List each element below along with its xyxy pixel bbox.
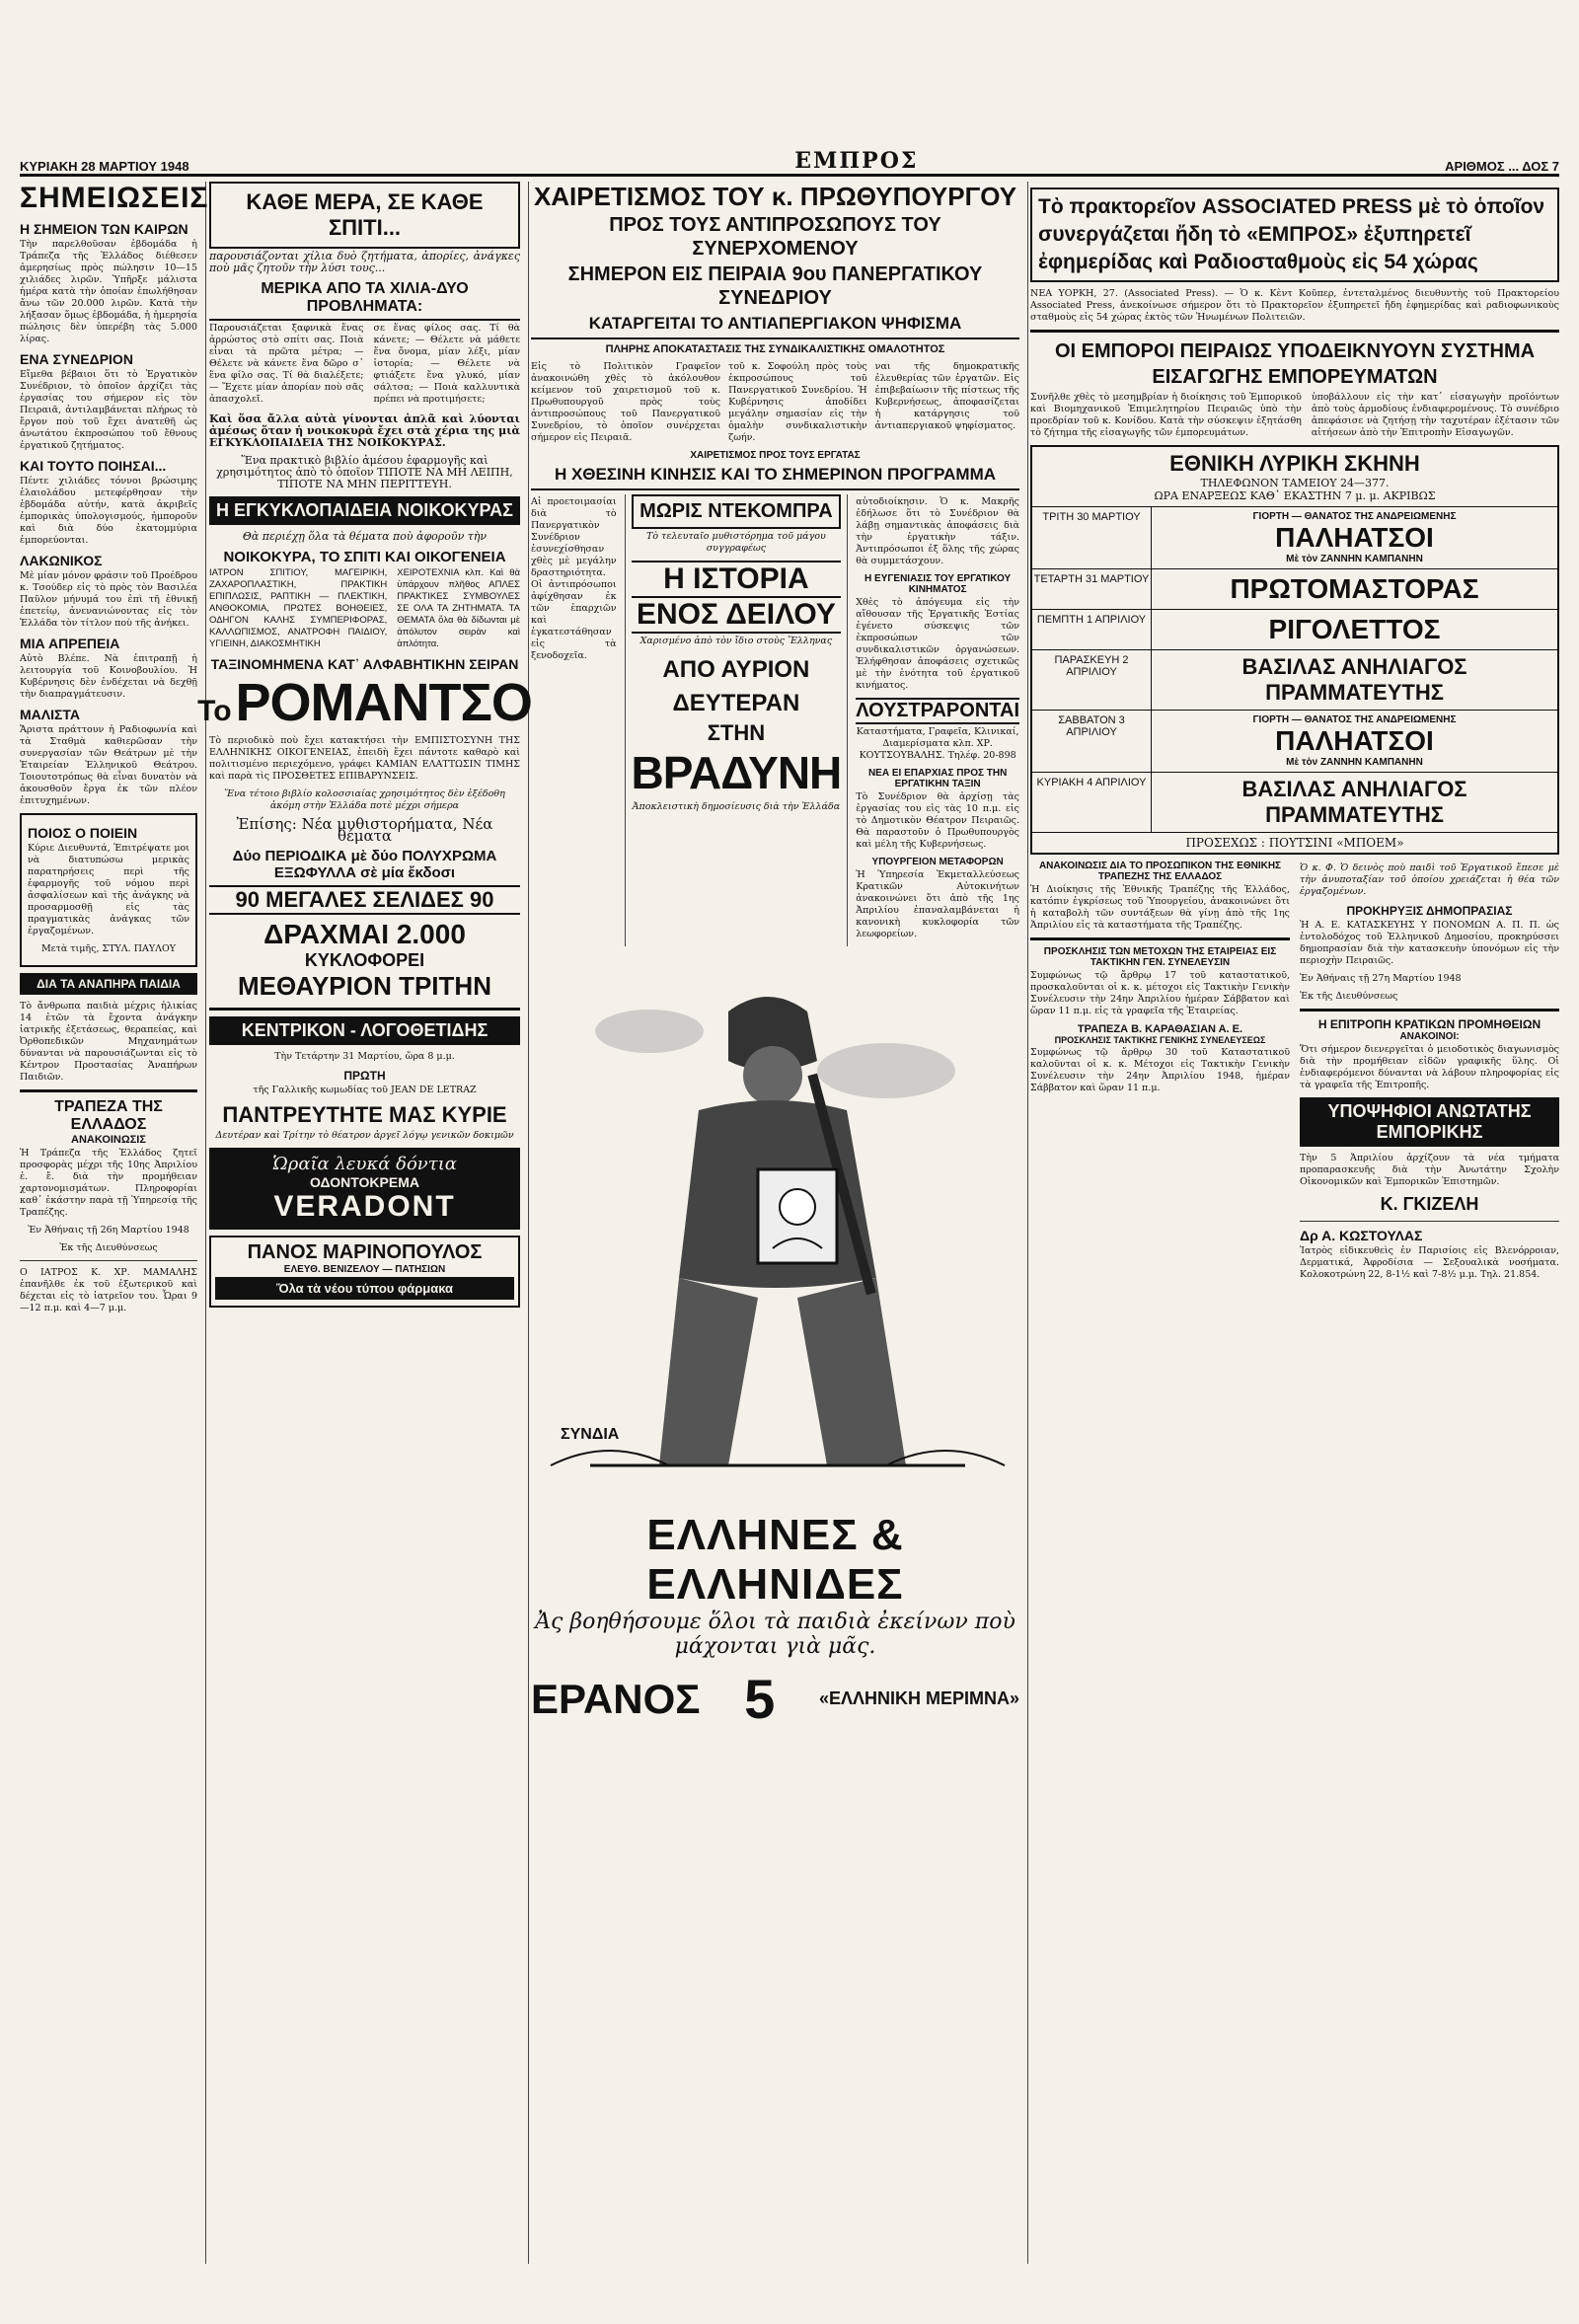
pharmacy-name: ΠΑΝΟΣ ΜΑΡΙΝΟΠΟΥΛΟΣ [247,1241,483,1263]
theatre-row-5 [1032,710,1557,772]
main-sub-3: ΚΑΤΑΡΓΕΙΤΑΙ ΤΟ ΑΝΤΙΑΠΕΡΓΙΑΚΟΝ ΨΗΦΙΣΜΑ [531,314,1019,339]
theatre-play-5: ΠΑΛΗΑΤΣΟΙ [1275,725,1434,756]
veradont-brand: VERADONT [273,1190,456,1223]
lead-col-c: ναι τῆς δημοκρατικῆς ἐλευθερίας τῶν ἐργατῶν. Εἰς ἐπιβεβαίωσιν τῆς πίστεως τῆς Κυβερνήσεως, ἀποφασίζεται ἡ κατάργησις τοῦ ἀντιαπεργιακοῦ ψηφίσματος. [874,361,1019,431]
novel-from: ΑΠΟ ΑΥΡΙΟΝ ΔΕΥΤΕΡΑΝ [662,656,810,716]
column-notes [20,182,209,2264]
disabled-children-body: Τὸ ἄνθρωπα παιδιὰ μέχρις ἡλικίας 14 ἐτῶν τὰ ἔχοντα ἀνάγκην ἰατρικῆς ἐξετάσεως, θεραπείας, καὶ Ὀρθοπεδικῶν Μηχανημάτων δύνανται νὰ παρουσιάζωνται εἰς τὸ Κέντρον Προστασίας Ἀναπήρων Παιδιῶν. [20,1001,197,1083]
theatre-play-3: ΡΙΓΟΛΕΤΤΟΣ [1268,614,1441,644]
transport-body: Ἡ Ὑπηρεσία Ἐκμεταλλεύσεως Κρατικῶν Αὐτοκινήτων ἀνακοινώνει ὅτι ἀπὸ τῆς 1ης Ἀπριλίου ἐπαναλαμβάνεται ἡ κανονικὴ κυκλοφορία τῶν λεωφορείων. [856,869,1019,939]
letter-sign: Μετὰ τιμῆς, ΣΤΥΛ. ΠΑΥΛΟΥ [40,943,177,954]
issue-date: ΚΥΡΙΑΚΗ 28 ΜΑΡΤΙΟΥ 1948 [20,159,189,174]
quote-body: Ὁ κ. Φ. Ὁ δεινὸς ποὺ παιδὶ τοῦ Ἐργατικοῦ ἔπεσε μὲ τὴν ἀνυποταξίαν τοῦ ὁποίου χρειάζεται ἡ θέα τῶν ἐργαζομένων. [1300,862,1559,897]
notes-body-4: Μὲ μίαν μόνον φράσιν τοῦ Προέδρου κ. Τσούδερ εἰς τὸ πρὸς τὸν Βασιλέα Παῦλον μήνυμά του ἐπὶ τῆ ἐθνικῇ ἐπετείῳ, ἀνενανιώνοντας εἰς τὸν Ἑλλάδα τὸν τίτλον ποὺ τῆς ἀνήκει. [20,570,197,629]
notes-heading-6: ΜΑΛΙΣΤΑ [20,707,81,722]
ap-title: Τὸ πρακτορεῖον ASSOCIATED PRESS μὲ τὸ ὁποῖον συνεργάζεται ἤδη τὸ «ΕΜΠΡΟΣ» ἐξυπηρετεῖ ἐφημερίδας καὶ Ραδιοσταθμοὺς εἰς 54 χώρας [1038,195,1545,273]
pensions-heading: ΑΝΑΚΟΙΝΩΣΙΣ ΔΙΑ ΤΟ ΠΡΟΣΩΠΙΚΟΝ ΤΗΣ ΕΘΝΙΚΗΣ ΤΡΑΠΕΖΗΣ ΤΗΣ ΕΛΛΑΔΟΣ [1038,861,1282,882]
cinema-play: ΠΑΝΤΡΕΥΤΗΤΕ ΜΑΣ ΚΥΡΙΕ [222,1102,507,1127]
tender-heading: ΠΡΟΚΗΡΥΞΙΣ ΔΗΜΟΠΡΑΣΙΑΣ [1346,904,1513,918]
novel-in: ΣΤΗΝ [707,720,766,745]
pharmacy-tagline: Ὅλα τὰ νέου τύπου φάρμακα [215,1277,514,1300]
notes-heading-1: Η ΣΗΜΕΙΟΝ ΤΩΝ ΚΑΙΡΩΝ [20,221,188,237]
notes-body-1: Τὴν παρελθοῦσαν ἑβδομάδα ἡ Τράπεζα τῆς Ἑλλάδος διέθεσεν ἁμερησίως πρὸς πώλησιν 10—15 χιλιάδες λιρῶν. Ὑπῆρξε μάλιστα ἡμέρα κατὰ τὴν ὁποίαν ἐπωλήθησαν ἄνω τῶν 20.000 λιρῶν. Κατὰ τὴν λήξασαν ὅμως ἑβδομάδα, ἡ ἡμερησία πώλησις δὲν ὑπερέβη τὰς 5.000 λίρας. [20,239,197,344]
pages-line: 90 ΜΕΓΑΛΕΣ ΣΕΛΙΔΕΣ 90 [209,885,520,915]
lead-col-b: τοῦ κ. Σοφούλη πρὸς τοὺς ἐκπροσώπους τοῦ Πανεργατικοῦ Συνεδρίου. Ἡ Κυβέρνησις ἀποδίδει μεγάλην σημασίαν εἰς τὴν ὁμαλὴν συνδικαλιστικὴν ζωήν. [728,361,867,443]
importers-title: ΟΙ ΕΜΠΟΡΟΙ ΠΕΙΡΑΙΩΣ ΥΠΟΔΕΙΚΝΥΟΥΝ ΣΥΣΤΗΜΑ ΕΙΣΑΓΩΓΗΣ ΕΜΠΟΡΕΥΜΑΤΩΝ [1054,340,1536,388]
theatre-title: ΕΘΝΙΚΗ ΛΥΡΙΚΗ ΣΚΗΝΗ [1169,451,1420,476]
cinema-author: τῆς Γαλλικῆς κωμωδίας τοῦ JEAN DE LETRAZ [253,1085,477,1095]
pharmacy-address: ΕΛΕΥΘ. ΒΕΝΙΖΕΛΟΥ — ΠΑΤΗΣΙΩΝ [283,1264,446,1275]
cartoon-illustration [531,952,1019,1505]
notes-body-2: Εἴμεθα βέβαιοι ὅτι τὸ Ἐργατικὸν Συνέδριον, τὸ ὁποῖον ἀρχίζει τὰς ἐργασίας του σήμερον εἰς τὸν Πειραιᾶ, ἀντιλαμβάνεται πλήρως τὸ ἔργον ποὺ τοῦ ἔχει ἀνατεθῆ ὡς ἀνωτάτου ἐκπροσώπου τοῦ ἔθνους ἐργατικοῦ ζητήματος. [20,369,197,451]
novel-author: ΜΩΡΙΣ ΝΤΕΚΟΜΠΡΑ [632,494,842,529]
theatre-note-1: ΓΙΟΡΤΗ — ΘΑΝΑΤΟΣ ΤΗΣ ΑΝΔΡΕΙΩΜΕΝΗΣ [1252,511,1457,522]
tender-body: Ἡ Α. Ε. ΚΑΤΑΣΚΕΥΗΣ Υ ΠΟΝΟΜΩΝ Α. Π. Π. ὡς ἐντολοδόχος τοῦ Ἑλληνικοῦ Δημοσίου, προκηρύσσει δημοπρασίαν διὰ τὴν κατασκευὴν ὑπονόμων εἰς τὴν περιοχὴν Πειραιῶς. [1300,920,1559,966]
ap-body: ΝΕΑ ΥΟΡΚΗ, 27. (Associated Press). — Ὁ κ. Κὲντ Κοῦπερ, ἐντεταλμένος διευθυντὴς τοῦ Πρακτορείου Associated Press, ἀνεκοίνωσε σήμερον ὅτι τὸ Πρακτορεῖον ἐξυπηρετεῖ ἤδη ἐφημερίδας καὶ ραδιοφωνικοὺς σταθμοὺς εἰς 54 χώρας ἐκτὸς τῶν Ἡνωμένων Πολιτειῶν. [1030,288,1559,323]
novel-desc: Τὸ τελευταῖο μυθιστόρημα τοῦ μάγου συγγραφέως [646,531,826,554]
pharmacy-ad [209,1236,520,1308]
cinema-first: ΠΡΩΤΗ [343,1069,386,1083]
bank-date: Ἐν Ἀθήναις τῇ 26η Μαρτίου 1948 [28,1225,189,1236]
movement-col-c: Τὸ Συνέδριον θὰ ἀρχίσῃ τὰς ἐργασίας του εἰς τὰς 10 π.μ. εἰς τὸ Δημοτικὸν Θέατρον Πειραιῶς. Θὰ παραστοῦν ὁ Πρωθυπουργὸς καὶ μέλη τῆς Κυβερνήσεως. [856,791,1019,850]
supply-sub: ΑΝΑΚΟΙΝΟΙ: [1399,1031,1460,1042]
notes-heading-5: ΜΙΑ ΑΠΡΕΠΕΙΑ [20,636,120,651]
letter-heading: ΠΟΙΟΣ Ο ΠΟΙΕΙΝ [28,825,138,841]
lead-col-a: Εἰς τὸ Πολιτικὸν Γραφεῖον ἀνακοινώθη χθὲς τὸ ἀκόλουθον κείμενον τοῦ χαιρετισμοῦ τοῦ κ. Πρωθυπουργοῦ πρὸς τοὺς ἀντιπροσώπους τοῦ Πανεργατικοῦ Συνεδρίου, τὸ ὁποῖον συνέρχεται σήμερον εἰς Πειραιᾶ. [531,361,721,443]
alphabetical-line: ΤΑΞΙΝΟΜΗΜΕΝΑ ΚΑΤ᾽ ΑΛΦΑΒΗΤΙΚΗΝ ΣΕΙΡΑΝ [210,656,519,672]
novel-title-1: Η ΙΣΤΟΡΙΑ [632,561,842,598]
candidates-sign: Κ. ΓΚΙΖΕΛΗ [1380,1194,1479,1214]
theatre-play-6: ΒΑΣΙΛΑΣ ΑΝΗΛΙΑΓΟΣ ΠΡΑΜΜΑΤΕΥΤΗΣ [1241,777,1467,827]
theatre-row-4 [1032,649,1557,710]
doctor-body: Ἰατρὸς εἰδικευθεὶς ἐν Παρισίοις εἰς Βλενόρροιαν, Δερματικά, Ἀφροδίσια — Σεξουαλικὰ νοσήματα. Κολοκοτρώνη 22, 8-1½ καὶ 7-8½ μ.μ. Τηλ. 21.854. [1300,1245,1559,1280]
theatre-day-5: ΣΑΒΒΑΤΟΝ 3 ΑΠΡΙΛΙΟΥ [1032,711,1152,772]
problems-left: Παρουσιάζεται ξαφνικὰ ἕνας ἀρρώστος στὸ σπίτι σας. Ποιὰ εἶναι τὰ πρῶτα μέτρα; — Θέλετε νὰ κάνετε ἕνα δῶρο σ᾽ ἕνα φίλο σας. Τί θὰ διαλέξετε; — Ἔχετε μίαν ἀπορίαν ποὺ σᾶς ἀπασχολεῖ. [209,323,364,405]
appeal-footer [531,1667,1019,1731]
novel-title-2: ΕΝΟΣ ΔΕΙΛΟΥ [632,598,842,634]
tender-date: Ἐν Ἀθήναις τῇ 27η Μαρτίου 1948 [1300,973,1462,984]
notes-body-6: Ἄριστα πράττουν ἡ Ραδιοφωνία καὶ τὰ Σταθμὰ καθιερῶσαν τὴν συνεργασίαν τῶν Θεάτρων μὲ τὴν Ἑταιρείαν Ἑλληνικοῦ Θεάτρου. Τοιουτοτρόπως θὰ εἶναι δυνατὸν νὰ ἀκουσθοῦν ἔργα ἐκ τῶν πλέον ἐπιτυχημένων. [20,724,197,806]
column-right [1030,182,1559,2264]
veradont-slogan: Ὡραῖα λευκά δόντια [272,1154,457,1174]
candidates-heading: ΥΠΟΨΗΦΙΟΙ ΑΝΩΤΑΤΗΣ ΕΜΠΟΡΙΚΗΣ [1300,1097,1559,1147]
every-day-headline: ΚΑΘΕ ΜΕΡΑ, ΣΕ ΚΑΘΕ ΣΠΙΤΙ... [209,182,520,249]
shareholders-heading: ΠΡΟΣΚΛΗΣΙΣ ΤΩΝ ΜΕΤΟΧΩΝ ΤΗΣ ΕΤΑΙΡΕΙΑΣ ΕΙΣ ΤΑΚΤΙΚΗΝ ΓΕΝ. ΣΥΝΕΛΕΥΣΙΝ [1043,946,1277,968]
doctor-small-ad: Ο ΙΑΤΡΟΣ Κ. ΧΡ. ΜΑΜΑΛΗΣ ἐπανῆλθε ἐκ τοῦ ἐξωτερικοῦ καὶ δέχεται εἰς τὸ ἰατρεῖον του. Ὧραι 9—12 π.μ. καὶ 4—7 μ.μ. [20,1267,197,1313]
theatre-row-6 [1032,772,1557,832]
theatre-row-1 [1032,506,1557,568]
karathasian-heading: ΤΡΑΠΕΖΑ Β. ΚΑΡΑΘΑΣΙΑΝ Α. Ε. [1077,1023,1243,1035]
cinema-note: Δευτέραν καὶ Τρίτην τὸ θέατρον ἀργεῖ λόγῳ γενικῶν δοκιμῶν [215,1130,514,1141]
theatre-upcoming: ΠΡΟΣΕΧΩΣ : ΠΟΥΤΣΙΝΙ «ΜΠΟΕΜ» [1032,832,1557,853]
novel-gift: Χαρισμένο ἀπὸ τὸν ἴδιο στοὺς Ἕλληνας [639,636,833,646]
also-line: Ἐπίσης: Νέα μυθιστορήματα, Νέα θέματα [236,815,493,845]
circulation-line: ΚΥΚΛΟΦΟΡΕΙ [304,950,425,970]
notes-title: ΣΗΜΕΙΩΣΕΙΣ [20,182,209,214]
cartoon-caption: ΣΥΝΔΙΑ [561,1426,620,1443]
notes-body-5: Αὐτὸ Βλέπε. Νὰ ἐπιτραπῇ ἡ λειτουργία τοῦ Κοινοβουλίου. Ἡ Κυβέρνησις δὲν ἐνδέχεται νὰ δεχθῇ τὴν διαπραγμάτευσιν. [20,653,197,700]
theatre-cast-1: Μὲ τὸν ΖΑΝΝΗΝ ΚΑΜΠΑΝΗΝ [1286,554,1423,564]
pensions-body: Ἡ Διοίκησις τῆς Ἐθνικῆς Τραπέζης τῆς Ἑλλάδος, κατόπιν ἐγκρίσεως τοῦ Ὑπουργείου, ἀνακοινώνει ὅτι ἡ καταβολὴ τῶν συντάξεων θὰ γίνῃ ἀπὸ τῆς 1ης Ἀπριλίου εἰς τὰ καταστήματα τῆς Τραπέζης. [1030,884,1290,931]
theatre-play-2: ΠΡΩΤΟΜΑΣΤΟΡΑΣ [1230,573,1479,604]
candidates-body: Τὴν 5 Ἀπριλίου ἀρχίζουν τὰ νέα τμήματα προπαρασκευῆς διὰ τὴν Ἀνωτάτην Σχολὴν Οἰκονομικῶν καὶ Ἐμπορικῶν Ἐπιστημῶν. [1300,1153,1559,1187]
encyclopedia-title: Η ΕΓΚΥΚΛΟΠΑΙΔΕΙΑ ΝΟΙΚΟΚΥΡΑΣ [209,496,520,525]
notes-heading-2: ΕΝΑ ΣΥΝΕΔΡΙΟΝ [20,351,133,367]
theatre-cast-5: Μὲ τὸν ΖΑΝΝΗΝ ΚΑΜΠΑΝΗΝ [1286,757,1423,768]
romantso-logo [197,672,532,733]
theatre-play-4: ΒΑΣΙΛΑΣ ΑΝΗΛΙΑΓΟΣ ΠΡΑΜΜΑΤΕΥΤΗΣ [1241,654,1467,705]
main-sub-4: ΠΛΗΡΗΣ ΑΠΟΚΑΤΑΣΤΑΣΙΣ ΤΗΣ ΣΥΝΔΙΚΑΛΙΣΤΙΚΗΣ ΟΜΑΛΟΤΗΤΟΣ [605,343,945,355]
supply-heading: Η ΕΠΙΤΡΟΠΗ ΚΡΑΤΙΚΩΝ ΠΡΟΜΗΘΕΙΩΝ [1317,1017,1541,1031]
importers-a: Συνῆλθε χθὲς τὸ μεσημβρίαν ἡ διοίκησις τοῦ Ἐμπορικοῦ καὶ Βιομηχανικοῦ Ἐπιμελητηρίου Πειραιῶς ὑπὸ τὴν προεδρίαν τοῦ κ. Κονίδου. Κατὰ τὴν σύσκεψιν ἐξητάσθη τὸ ζήτημα τῆς εἰσαγωγῆς τῶν ἐμπορευμάτων. [1030,392,1302,438]
greeting-heading: ΧΑΙΡΕΤΙΣΜΟΣ ΠΡΟΣ ΤΟΥΣ ΕΡΓΑΤΑΣ [690,450,861,461]
main-sub-1: ΠΡΟΣ ΤΟΥΣ ΑΝΤΙΠΡΟΣΩΠΟΥΣ ΤΟΥ ΣΥΝΕΡΧΟΜΕΝΟΥ [609,214,941,260]
page-header [20,148,1559,177]
soldier-cartoon [531,952,1019,1505]
karathasian-sub: ΠΡΟΣΚΛΗΣΙΣ ΤΑΚΤΙΚΗΣ ΓΕΝΙΚΗΣ ΣΥΝΕΛΕΥΣΕΩΣ [1054,1035,1266,1045]
tender-sign: Ἐκ τῆς Διευθύνσεως [1300,991,1398,1002]
movement-col-b: αὐτοδιοίκησιν. Ὁ κ. Μακρῆς ἐδήλωσε ὅτι τὸ Συνέδριον θὰ λάβῃ σημαντικὰς ἀποφάσεις διὰ τὴν ἐργατικὴν τάξιν. Ἀντιπρόσωποι ἐξ ὅλης τῆς χώρας θὰ συμμετάσχουν. [856,496,1019,566]
theatre-time: ΩΡΑ ΕΝΑΡΞΕΩΣ ΚΑΘ᾽ ΕΚΑΣΤΗΝ 7 μ. μ. ΑΚΡΙΒΩΣ [1154,489,1436,502]
home-title: ΝΟΙΚΟΚΥΡΑ, ΤΟ ΣΠΙΤΙ ΚΑΙ ΟΙΚΟΓΕΝΕΙΑ [223,549,506,565]
problems-heading: ΜΕΡΙΚΑ ΑΠΟ ΤΑ ΧΙΛΙΑ-ΔΥΟ ΠΡΟΒΛΗΜΑΤΑ: [209,280,520,321]
masthead: ΕΜΠΡΟΣ [794,148,919,174]
wave-heading: ΝΕΑ ΕΙ ΕΠΑΡΧΙΑΣ ΠΡΟΣ ΤΗΝ ΕΡΓΑΤΙΚΗΝ ΤΑΞΙΝ [867,768,1008,789]
ap-box [1030,187,1559,282]
theatre-day-4: ΠΑΡΑΣΚΕΥΗ 2 ΑΠΡΙΛΙΟΥ [1032,650,1152,710]
veradont-ad [209,1148,520,1230]
two-mags-line: Δύο ΠΕΡΙΟΔΙΚΑ μὲ δύο ΠΟΛΥΧΡΩΜΑ ΕΞΩΦΥΛΛΑ σὲ μία ἔκδοσι [232,848,497,881]
day-line: ΜΕΘΑΥΡΙΟΝ ΤΡΙΤΗΝ [238,971,491,1001]
cinema-time: Τὴν Τετάρτην 31 Μαρτίου, ὥρα 8 μ.μ. [274,1051,455,1062]
topics-left: ΙΑΤΡΟΝ ΣΠΙΤΙΟΥ, ΜΑΓΕΙΡΙΚΗ, ΖΑΧΑΡΟΠΛΑΣΤΙΚΗ, ΠΡΑΚΤΙΚΗ ΕΠΙΠΛΩΣΙΣ, ΡΑΠΤΙΚΗ — ΠΛΕΚΤΙΚΗ, ΑΝΘΟΚΟΜΙΑ, ΠΡΩΤΕΣ ΒΟΗΘΕΙΕΣ, ΟΔΗΓΟΝ ΚΑΛΗΣ ΣΥΜΠΕΡΙΦΟΡΑΣ, ΚΑΛΛΩΠΙΣΜΟΣ, ΑΝΑΤΡΟΦΗ ΠΑΙΔΙΟΥ, ΥΓΙΕΙΝΗ, ΔΙΑΚΟΣΜΗΤΙΚΗ [209,567,388,649]
theatre-day-3: ΠΕΜΠΤΗ 1 ΑΠΡΙΛΙΟΥ [1032,610,1152,649]
every-day-intro: παρουσιάζονται χίλια δυὸ ζητήματα, ἀπορίες, ἀνάγκες ποὺ μᾶς ζητοῦν τὴν λύσι τους... [209,250,520,274]
theatre-note-5: ΓΙΟΡΤΗ — ΘΑΝΑΤΟΣ ΤΗΣ ΑΝΔΡΕΙΩΜΕΝΗΣ [1252,714,1457,725]
theatre-play-1: ΠΑΛΗΑΤΣΟΙ [1275,522,1434,553]
movement-heading: Η ΧΘΕΣΙΝΗ ΚΙΝΗΣΙΣ ΚΑΙ ΤΟ ΣΗΜΕΡΙΝΟΝ ΠΡΟΓΡΑΜΜΑ [531,465,1019,490]
appeal-number: 5 [744,1668,776,1730]
topics-right: ΧΕΙΡΟΤΕΧΝΙΑ κλπ. Καὶ θὰ ὑπάρχουν πλῆθος ΑΠΛΕΣ ΠΡΑΚΤΙΚΕΣ ΣΥΜΒΟΥΛΕΣ ΣΕ ΟΛΑ ΤΑ ΖΗΤΗΜΑΤΑ. ΤΑ ΘΕΜΑΤΑ ὅλα θὰ δίδωνται μὲ ἀπόλυτον σειρὰν καὶ ἁπλότητα. [397,567,520,649]
novel-paper: ΒΡΑΔΥΝΗ [631,747,842,798]
bank-sign: Ἐκ τῆς Διευθύνσεως [59,1242,158,1253]
page-number: ΑΡΙΘΜΟΣ ... ΔΟΣ 7 [1445,159,1559,174]
appeal-org: «ΕΛΛΗΝΙΚΗ ΜΕΡΙΜΝΑ» [818,1688,1019,1708]
letter-box [20,813,197,967]
romantso-article: Το [197,695,232,727]
theatre-day-2: ΤΕΤΑΡΤΗ 31 ΜΑΡΤΙΟΥ [1032,569,1152,609]
theatre-box [1030,445,1559,855]
price-line: ΔΡΑΧΜΑΙ 2.000 [263,919,466,949]
disabled-children-heading: ΔΙΑ ΤΑ ΑΝΑΠΗΡΑ ΠΑΙΔΙΑ [20,973,197,995]
theatre-row-2 [1032,568,1557,609]
novel-box [625,494,849,946]
union-body: Χθὲς τὸ ἀπόγευμα εἰς τὴν αἴθουσαν τῆς Ἐργατικῆς Ἑστίας ἐγένετο σύσκεψις τῶν ἐκπροσώπων τῶν συνδικαλιστικῶν ὀργανώσεων. Ἐλήφθησαν ἀποφάσεις σχετικῶς μὲ τὴν ἑνότητα τοῦ ἐργατικοῦ κινήματος. [856,597,1019,691]
appeal-title: ΕΛΛΗΝΕΣ & ΕΛΛΗΝΙΔΕΣ [646,1511,904,1609]
bank-subheading: ΑΝΑΚΟΙΝΩΣΙΣ [71,1134,146,1146]
appeal-eranos: ΕΡΑΝΟΣ [531,1675,701,1722]
problems-right: σε ἕνας φίλος σας. Τί θὰ κάνετε; — Θέλετε νὰ μάθετε ἕνα ὄνομα, μίαν λέξι, μίαν ἱστορία; — Θέλετε νὰ φτιάξετε ἕνα γλυκό, μίαν σάλτσα; — Ποιὰ καλλυντικὰ πρέπει νὰ προτιμήσετε; [373,323,520,405]
column-ads [197,182,532,2264]
romantso-body: Τὸ περιοδικὸ ποὺ ἔχει κατακτήσει τὴν ΕΜΠΙΣΤΟΣΥΝΗ ΤΗΣ ΕΛΛΗΝΙΚΗΣ ΟΙΚΟΓΕΝΕΙΑΣ, ἐπειδὴ ἔχει πάντοτε καθαρὸ καὶ πολιτισμένο περιεχόμενο, γράφει ΚΑΜΙΑΝ ΕΛΑΤΤΩΣΙΝ ΤΙΜΗΣ καὶ παρὰ τὶς ΠΡΟΣΘΕΤΕΣ ΕΠΙΒΑΡΥΝΣΕΙΣ. [209,735,520,782]
doctor-heading: Δρ Α. ΚΩΣΤΟΥΛΑΣ [1300,1228,1423,1243]
union-heading: Η ΕΥΓΕΝΙΑΣΙΣ ΤΟΥ ΕΡΓΑΤΙΚΟΥ ΚΙΝΗΜΑΤΟΣ [865,573,1012,595]
movement-col-a: Αἱ προετοιμασίαι διὰ τὸ Πανεργατικὸν Συνέδριον ἐσυνεχίσθησαν χθὲς μὲ μεγάλην δραστηριότητα. Οἱ ἀντιπρόσωποι ἀφίχθησαν ἐκ τῶν ἐπαρχιῶν καὶ ἐγκατεστάθησαν εἰς τὰ ξενοδοχεῖα. [531,496,617,661]
stores-body: Καταστήματα, Γραφεῖα, Κλινικαί, Διαμερίσματα κλπ. ΧΡ. ΚΟΥΤΣΟΥΒΑΛΗΣ. Τηλέφ. 20-898 [856,726,1019,761]
notes-heading-4: ΛΑΚΩΝΙΚΟΣ [20,553,103,568]
supply-body: Ὅτι σήμερον διενεργεῖται ὁ μειοδοτικὸς διαγωνισμὸς διὰ τὴν προμήθειαν εἰδῶν γραφικῆς ὕλης. Οἱ ἐνδιαφερόμενοι δύνανται νὰ λάβουν πληροφορίας εἰς τὰ γραφεῖα τῆς Ἐπιτροπῆς. [1300,1044,1559,1090]
karathasian-body: Συμφώνως τῷ ἄρθρῳ 30 τοῦ Καταστατικοῦ καλοῦνται οἱ κ. κ. Μέτοχοι εἰς Τακτικὴν Γενικὴν Συνέλευσιν τὴν 24ην Ἀπριλίου 1948, ἡμέραν Σάββατον καὶ ὥραν 11 π.μ. [1030,1047,1290,1093]
letter-body: Κύριε Διευθυντά, Ἐπιτρέψατε μοι νὰ διατυπώσω μερικὰς παρατηρήσεις περὶ τῆς ἐφαρμογῆς τοῦ νόμου περὶ ἀσφαλίσεων καὶ τῆς ἀνάγκης νὰ προσαρμοσθῇ εἰς τὰς πραγματικὰς ἀνάγκας τῶν ἐργαζομένων. [28,843,189,937]
transport-heading: ΥΠΟΥΡΓΕΙΟΝ ΜΕΤΑΦΟΡΩΝ [871,857,1004,867]
theatre-day-1: ΤΡΙΤΗ 30 ΜΑΡΤΙΟΥ [1032,507,1152,568]
notes-body-3: Πέντε χιλιάδες τόννοι βρώσιμης ἐλαιολάδου μετεφέρθησαν τὴν ἑβδομάδα αὐτήν, κατὰ ἀκριβεῖς ἐμπορικὰς ὑπολογισμούς, ἠμποροῦν καὶ διὰ δύο ἑκατομμύρια ἐμπορεύονται. [20,476,197,546]
main-headline: ΧΑΙΡΕΤΙΣΜΟΣ ΤΟΥ κ. ΠΡΩΘΥΠΟΥΡΓΟΥ [533,182,1017,211]
promo-line: Καὶ ὅσα ἄλλα αὐτὰ γίνονται ἀπλᾶ καὶ λύονται ἀμέσως ὅταν ἡ νοικοκυρὰ ἔχει στὰ χέρια της μιὰ ΕΓΚΥΚΛΟΠΑΙΔΕΙΑ ΤΗΣ ΝΟΙΚΟΚΥΡΑΣ. [209,412,520,449]
importers-b: ὑποβάλλουν εἰς τὴν κατ᾽ εἰσαγωγὴν προϊόντων ἀπὸ τοὺς ἀρμοδίους ἐνδιαφερομένους. Τὸ συνέδριο ἀπεφάσισε νὰ ζητήσῃ τὴν ταχυτέραν ἐξέτασιν τῶν αἰτήσεων ἀπὸ τὴν Ἐπιτροπὴν Εἰσαγωγῶν. [1311,392,1559,438]
appeal-text: Ἀς βοηθήσουμε ὅλοι τὰ παιδιὰ ἐκείνων ποὺ μάχονται γιὰ μᾶς. [535,1610,1015,1659]
bank-heading: ΤΡΑΠΕΖΑ ΤΗΣ ΕΛΛΑΔΟΣ [54,1098,163,1133]
cinema-title: ΚΕΝΤΡΙΚΟΝ - ΛΟΓΟΘΕΤΙΔΗΣ [209,1016,520,1045]
novel-exclusive: Ἀποκλειστικὴ δημοσίευσις διὰ τὴν Ἑλλάδα [632,801,841,812]
precious-line: Ἕνα τέτοιο βιβλίο κολοσσιαίας χρησιμότητος δὲν ἐξέδοθη ἀκόμη στὴν Ἑλλάδα ποτὲ μέχρι σήμερα [224,788,505,811]
notes-heading-3: ΚΑΙ ΤΟΥΤΟ ΠΟΙΗΣΑΙ... [20,458,167,474]
theatre-row-3 [1032,609,1557,649]
encyclopedia-sub: Θὰ περιέχῃ ὅλα τὰ θέματα ποὺ ἀφοροῦν τὴν [242,530,488,543]
main-sub-2: ΣΗΜΕΡΟΝ ΕΙΣ ΠΕΙΡΑΙΑ 9ου ΠΑΝΕΡΓΑΤΙΚΟΥ ΣΥΝΕΔΡΙΟΥ [567,263,983,309]
veradont-product: ΟΔΟΝΤΟΚΡΕΜΑ [310,1174,419,1190]
stores-heading: ΛΟΥΣΤΡΑΡΟΝΤΑΙ [856,698,1019,724]
shareholders-body: Συμφώνως τῷ ἄρθρῳ 17 τοῦ καταστατικοῦ, προσκαλοῦνται οἱ κ. κ. μέτοχοι εἰς Τακτικὴν Γενικὴν Συνέλευσιν τὴν 24ην Ἀπριλίου ἡμέραν Σάββατον καὶ ὥραν 11 π.μ. εἰς τὰ γραφεῖα τῆς Ἑταιρείας. [1030,970,1290,1016]
theatre-phone: ΤΗΛΕΦΩΝΟΝ ΤΑΜΕΙΟΥ 24—377. [1200,477,1390,489]
book-line: Ἕνα πρακτικὸ βιβλίο ἀμέσου ἐφαρμογῆς καὶ χρησιμότητος ἀπὸ τὸ ὁποῖον ΤΙΠΟΤΕ ΝΑ ΜΗ ΛΕΙΠΗ, ΤΙΠΟΤΕ ΝΑ ΜΗΝ ΠΕΡΙΤΤΕΥΗ. [216,454,513,490]
theatre-day-6: ΚΥΡΙΑΚΗ 4 ΑΠΡΙΛΙΟΥ [1032,773,1152,832]
column-main [531,182,1028,2264]
romantso-title: ΡΟΜΑΝΤΣΟ [235,673,532,732]
bank-body: Ἡ Τράπεζα τῆς Ἑλλάδος ζητεῖ προσφορὰς μέχρι τῆς 10ης Ἀπριλίου ἐ. ἔ. διὰ τὴν προμήθειαν χαρτονομισμάτων. Πληροφορίαι καθ᾽ ἑκάστην παρὰ τῇ Ὑπηρεσίᾳ τῆς Τραπέζης. [20,1148,197,1218]
